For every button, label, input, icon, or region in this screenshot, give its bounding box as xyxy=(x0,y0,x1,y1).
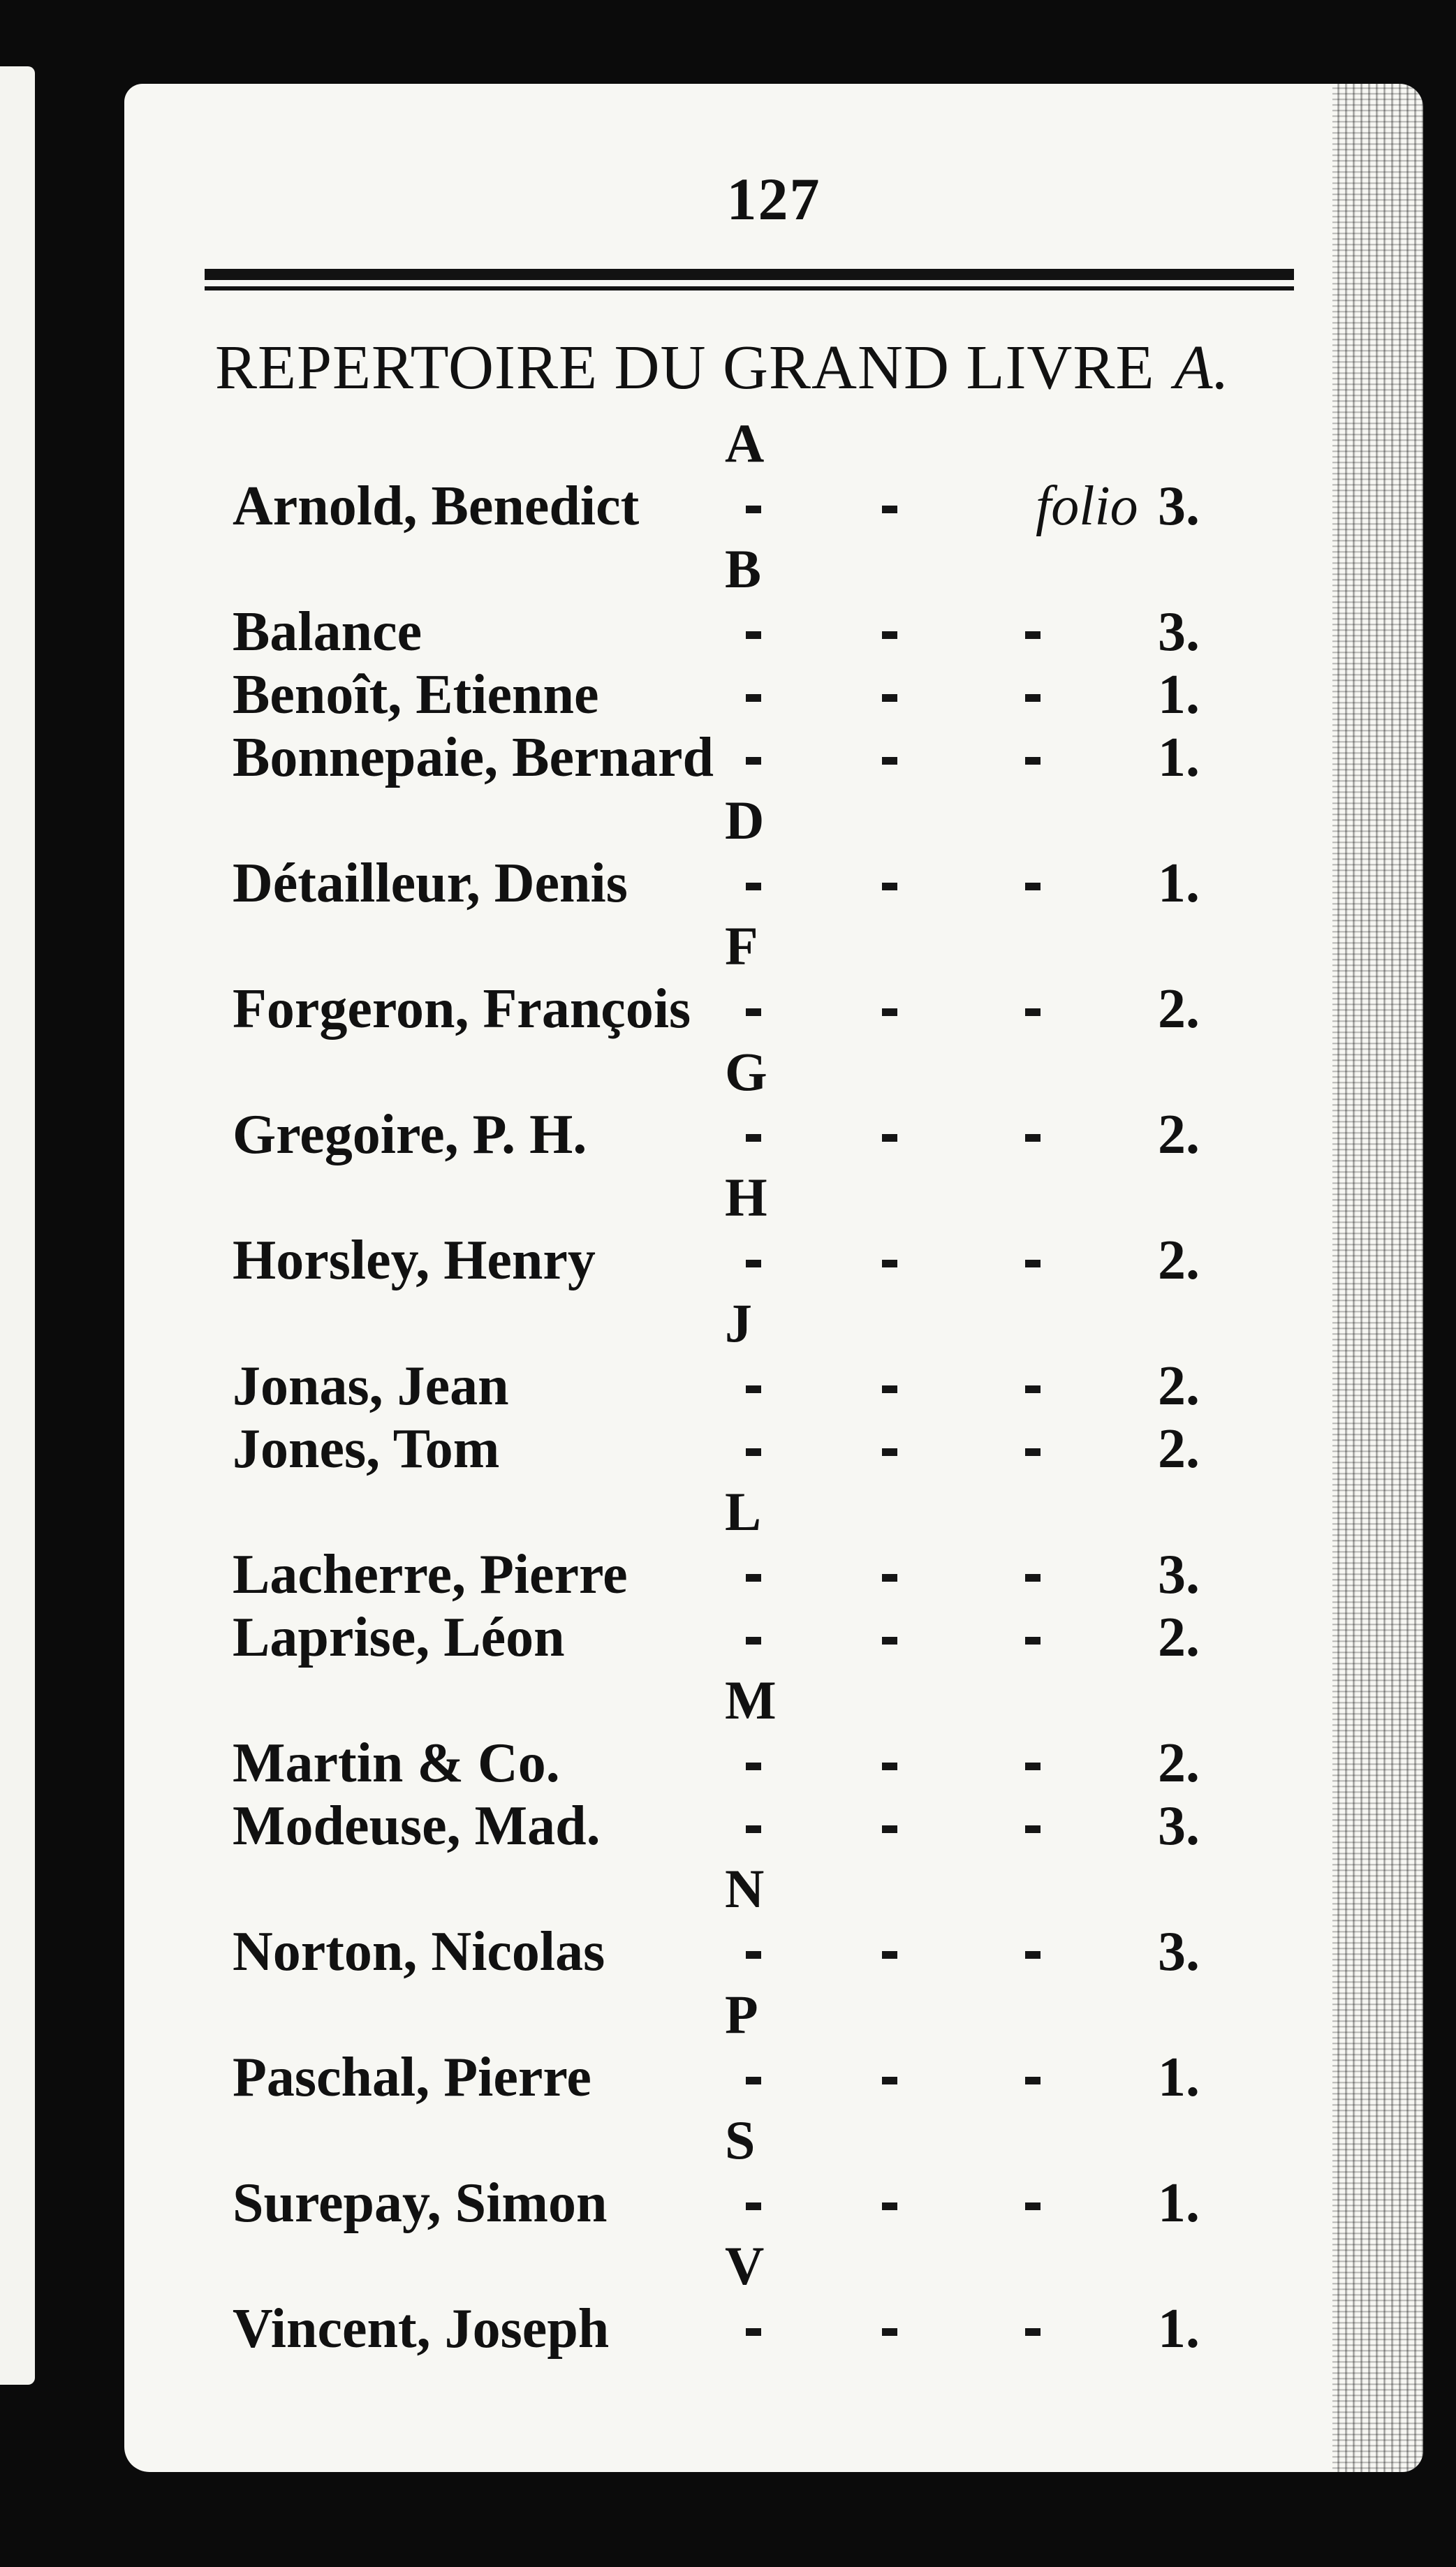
section-letter: N xyxy=(725,1858,765,1919)
folio-number: 2. xyxy=(1158,1230,1200,1291)
section-letter: P xyxy=(725,1984,758,2045)
folio-number: 1. xyxy=(1158,2047,1200,2108)
folio-number: 3. xyxy=(1158,1795,1200,1857)
section-letter: B xyxy=(725,538,762,599)
folio-number: 2. xyxy=(1158,978,1200,1040)
account-name: Vincent, Joseph xyxy=(233,2298,610,2360)
leader-dash xyxy=(882,631,897,639)
folio-number: 3. xyxy=(1158,1544,1200,1605)
folio-number: 2. xyxy=(1158,1104,1200,1165)
leader-dash xyxy=(882,1574,897,1582)
leader-dash xyxy=(882,2328,897,2336)
ledger-index-page xyxy=(124,84,1423,2472)
account-name: Paschal, Pierre xyxy=(233,2047,591,2108)
index-entry xyxy=(233,1418,1350,1480)
leader-dash xyxy=(1025,757,1040,765)
index-entry xyxy=(233,2297,1350,2360)
leader-dash xyxy=(746,2077,761,2084)
facing-page-edge xyxy=(0,66,35,2385)
leader-dash xyxy=(1025,2328,1040,2336)
leader-dash xyxy=(882,1008,897,1016)
section-letter: J xyxy=(725,1293,752,1353)
index-entry xyxy=(233,1229,1350,1292)
leader-dash xyxy=(746,1637,761,1645)
leader-dash xyxy=(882,1260,897,1267)
header-rule-thin xyxy=(205,286,1294,290)
leader-dash xyxy=(1025,1448,1040,1456)
index-entry xyxy=(233,1606,1350,1669)
index-heading xyxy=(215,332,1230,404)
leader-dash xyxy=(746,506,761,513)
ledger-book-letter: A. xyxy=(1174,333,1230,402)
leader-dash xyxy=(746,883,761,890)
leader-dash xyxy=(1025,694,1040,702)
folio-number: 2. xyxy=(1158,1355,1200,1417)
leader-dash xyxy=(746,631,761,639)
folio-number: 3. xyxy=(1158,601,1200,663)
leader-dash xyxy=(1025,2202,1040,2210)
leader-dash xyxy=(1025,1260,1040,1267)
index-entry xyxy=(233,601,1350,663)
index-entry xyxy=(233,1732,1350,1795)
leader-dash xyxy=(746,757,761,765)
folio-number: 3. xyxy=(1158,476,1200,537)
folio-number: 1. xyxy=(1158,2172,1200,2234)
leader-dash xyxy=(746,694,761,702)
folio-number: 1. xyxy=(1158,664,1200,726)
section-letter: F xyxy=(725,915,758,976)
account-name: Gregoire, P. H. xyxy=(233,1104,587,1165)
section-letter: S xyxy=(725,2110,756,2170)
index-entry xyxy=(233,978,1350,1040)
alphabetical-index xyxy=(233,412,1350,2360)
index-entry xyxy=(233,2046,1350,2109)
index-entry xyxy=(233,1103,1350,1166)
leader-dash xyxy=(882,1385,897,1393)
folio-number: 1. xyxy=(1158,853,1200,914)
folio-number: 3. xyxy=(1158,1921,1200,1983)
index-entry xyxy=(233,1920,1350,1983)
account-name: Horsley, Henry xyxy=(233,1230,596,1291)
section-letter: M xyxy=(725,1670,777,1730)
leader-dash xyxy=(1025,1134,1040,1142)
leader-dash xyxy=(746,1574,761,1582)
leader-dash xyxy=(1025,1574,1040,1582)
leader-dash xyxy=(882,1448,897,1456)
leader-dash xyxy=(746,1260,761,1267)
folio-number: 2. xyxy=(1158,1733,1200,1794)
index-title: REPERTOIRE DU GRAND LIVRE xyxy=(215,333,1155,402)
section-letter: D xyxy=(725,790,765,851)
folio-number: 2. xyxy=(1158,1607,1200,1668)
leader-dash xyxy=(882,1951,897,1959)
leader-dash xyxy=(1025,1825,1040,1833)
account-name: Détailleur, Denis xyxy=(233,853,628,914)
account-name: Lacherre, Pierre xyxy=(233,1544,628,1605)
leader-dash xyxy=(1025,631,1040,639)
leader-dash xyxy=(746,1825,761,1833)
index-entry xyxy=(233,852,1350,915)
account-name: Martin & Co. xyxy=(233,1733,560,1794)
leader-dash xyxy=(882,2202,897,2210)
leader-dash xyxy=(1025,1008,1040,1016)
leader-dash xyxy=(746,1951,761,1959)
leader-dash xyxy=(746,2202,761,2210)
leader-dash xyxy=(1025,1637,1040,1645)
index-entry xyxy=(233,1355,1350,1418)
leader-dash xyxy=(882,2077,897,2084)
folio-number: 2. xyxy=(1158,1418,1200,1480)
leader-dash xyxy=(1025,1763,1040,1770)
leader-dash xyxy=(1025,2077,1040,2084)
leader-dash xyxy=(1025,1385,1040,1393)
leader-dash xyxy=(746,1763,761,1770)
account-name: Balance xyxy=(233,601,422,663)
index-entry xyxy=(233,726,1350,789)
account-name: Surepay, Simon xyxy=(233,2172,608,2234)
account-name: Jones, Tom xyxy=(233,1418,500,1480)
leader-dash xyxy=(746,2328,761,2336)
leader-dash xyxy=(882,757,897,765)
account-name: Modeuse, Mad. xyxy=(233,1795,601,1857)
leader-dash xyxy=(882,694,897,702)
index-entry xyxy=(233,1795,1350,1858)
section-letter: H xyxy=(725,1167,767,1228)
page-number: 127 xyxy=(726,166,821,233)
account-name: Benoît, Etienne xyxy=(233,664,599,726)
leader-dash xyxy=(746,1385,761,1393)
leader-dash xyxy=(1025,883,1040,890)
leader-dash xyxy=(746,1008,761,1016)
index-entry xyxy=(233,2172,1350,2235)
leader-dash xyxy=(882,883,897,890)
index-entry xyxy=(233,475,1350,538)
folio-number: 1. xyxy=(1158,727,1200,788)
section-letter: G xyxy=(725,1041,767,1102)
section-letter: A xyxy=(725,413,765,473)
leader-dash xyxy=(882,1763,897,1770)
leader-dash xyxy=(746,1448,761,1456)
section-letter: L xyxy=(725,1481,762,1542)
section-letter: V xyxy=(725,2235,765,2296)
leader-dash xyxy=(1025,1951,1040,1959)
leader-dash xyxy=(882,1637,897,1645)
account-name: Norton, Nicolas xyxy=(233,1921,605,1983)
account-name: Arnold, Benedict xyxy=(233,476,640,537)
leader-dash xyxy=(882,1134,897,1142)
account-name: Bonnepaie, Bernard xyxy=(233,727,714,788)
leader-dash xyxy=(882,506,897,513)
index-entry xyxy=(233,663,1350,726)
index-entry xyxy=(233,1543,1350,1606)
account-name: Forgeron, François xyxy=(233,978,691,1040)
account-name: Jonas, Jean xyxy=(233,1355,509,1417)
account-name: Laprise, Léon xyxy=(233,1607,565,1668)
header-rule-thick xyxy=(205,269,1294,280)
folio-number: 1. xyxy=(1158,2298,1200,2360)
folio-label: folio xyxy=(1036,476,1138,537)
leader-dash xyxy=(746,1134,761,1142)
leader-dash xyxy=(882,1825,897,1833)
